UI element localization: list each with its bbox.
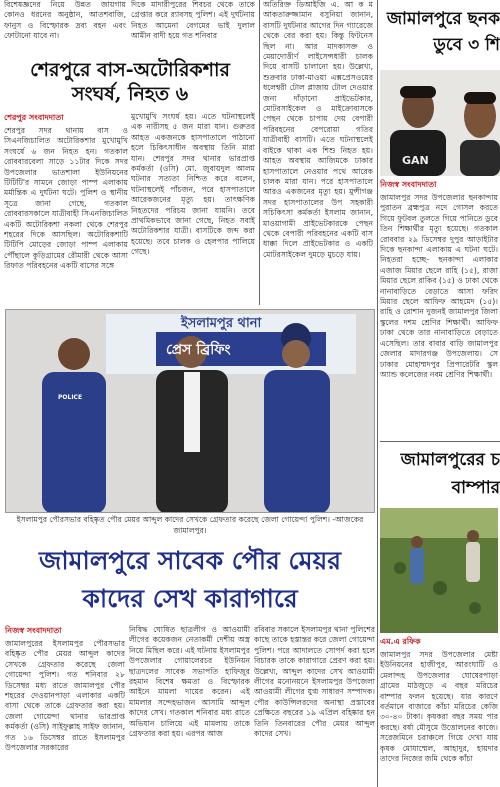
shirt-label: GAN [402,154,429,167]
right-story-body [380,179,498,441]
mayor-text-col3: রবিবার সকালে ইসলামপুর থানা পুলিশের কাছে তাকে হস্তান্তর করে জেলা গোয়েন্দা পুলিশ। পরে আদালতে সোপর্দ করা হলে বিচারক তাকে কারাগারে প্রেরণ করা হয়। উল্লেখ্য, আব্দুল কাদের সেখ আওয়ামী লীগের মনোনয়নে ইসলামপুর উপজেলা আওয়ামী লীগের যুগ্ম সাধারণ সম্পাদক। পৌর কাউন্সিলরদের অনাস্থা প্রস্তাবের প্রেক্ষিতে বছরের ১৯ এপ্রিল বহিষ্কার হন তিনি তিনবারের পৌর মেয়র আব্দুল কাদের সেখ। [254,625,375,739]
mayor-headline: জামালপুরে সাবেক পৌর মেয়র কাদের সেখ কারাগারে [39,546,341,613]
right-bottom-byline: এম.এ রফিক [380,637,421,646]
photo-caption: ইসলামপুর পৌরসভার বহিষ্কৃত পৌর মেয়র আব্দুল কাদের সেখকে গ্রেফতার করেছে জেলা গোয়েন্দা পুলিশ। -আজকের জামালপুর। [16,515,364,535]
bus-story-text-col1: শেরপুর সদর থানায় বাস ও সিএনজিচালিত অটোরিকশার মুখোমুখি সংঘর্ষে ৬ জন নিহত হন। গতকাল রোববারবেলা সাড়ে ১১টার দিকে সদর উপজেলার ভাতশালা ইউনিয়নের টিটিটি'র সামনে জোড়া পাম্প এলাকায় মর্মান্তিক এ দুর্ঘটনা ঘটে। পুলিশ ও স্থানীয় সূত্রে জানা গেছে, গতকাল রোববারসকালে যাত্রীবাহী সিএনজিচালিত একটি অটোরিকশা নকলা থেকে শেরপুর শহরের দিকে আসছিল। অটোরিকশাটি টিটিপি মোড়ের জোড়া পাম্প এলাকায় পৌঁছালে কুড়িগ্রামের রৌমারী থেকে আসা রিফাত পরিবহনের একটি বাসের সঙ্গে [4,126,128,271]
column-rule-mid [259,0,260,305]
mayor-text-col2: নিষিদ্ধ ঘোষিত ছাত্রলীগ ও আওয়ামী লীগের কয়েকজন নেতাকর্মী দেশীয় অস্ত্র নিয়ে মিছিল করে। এই ঘটনায় ইসলামপুর উপজেলার গোয়ালেরচর ইউনিয়ন ছাত্রদলের সাবেক সভাপতি হাফিজুর রহমান বিশেষ ক্ষমতা ও বিস্ফোরক আইনে মামলা দায়ের করেন। এই মামলার সন্দেহভাজন আসামি আব্দুল কাদের সেখ। গতকাল শনিবার মধ্য রাতে অভিযান চালিয়ে এই মামলায় তাকে গ্রেফতার করা হয়। এরপর আজ [129,625,250,739]
banner-text: ইসলামপুর থানা [181,316,262,331]
column-rule-right [377,0,378,787]
mid-column-text: অতিরিক্ত ডিআইজি এ. আ ক ম আকতারুজ্জামান বসুনিয়া জানান, বাসটি দুর্ঘটনার আগের দিন গ্যারেজে থেকে বের করা হয়। কিন্তু ফিটনেস ছিল না। আর মাদকাসক্ত ও মেয়াদোত্তীর্ণ লাইসেন্সধারী চালক দিয়ে বাসটি চালানো হয়। উল্লেখ্য, শুক্রবার ঢাকা-মাওয়া এক্সপ্রেসওয়ের ধলেশ্বরী টোল প্লাজায় টোল দেওয়ার জন্য দাঁড়ানো প্রাইভেটকার, মোটরসাইকেল ও মাইক্রোবাসকে পেছন থেকে চাপায় দেয় বেপারী পরিবহনের বেপরোয়া গতির যাত্রীবাহী বাসটি। এতে ঘটনাস্থলেই বাইকে থাকা এক শিশু নিহত হয়। আহত অবস্থায় আজিমকে ঢাকার হাসপাতালে নেওয়ার পথে আরেক চালক মারা যান। পরে হাসপাতালে আরও একজনের মৃত্যু হয়। মুন্সীগঞ্জ সদর হাসপাতালের উপ সহকারী সচিকিৎসা কর্মকর্তা ইসলাম জানান, মাওয়াগামী প্রাইভেটকারকে পেছন থেকে বেপারী পরিবহনের একটি বাস ধাক্কা দিলে প্রাইভেটকার ও একটি মোটরসাইকেল দুমড়ে মুচড়ে যায়। [263,0,373,259]
bus-story-text-col2: মুখোমুখি সংঘর্ষ হয়। এতে ঘটনাস্থলেই এক নারীসহ ৫ জন মারা যান। গুরুতর আহত একজনকে হাসপাতালে পাঠানো হলে চিকিৎসাধীন অবস্থায় তিনি মারা যান। শেরপুর সদর থানার ভারপ্রাপ্ত কর্মকর্তা (ওসি) মো. জুবায়দুল আলম ঘটনার সত্যতা নিশ্চিত করে বলেন, ঘটনাস্থলেই পাঁচজন, পরে হাসপাতালে আরেকজনের মৃত্যু হয়। তাৎক্ষণিক নিহতদের পরিচয় জানা যায়নি। তবে প্রাথমিকভাবে জানা গেছে, নিহত সবাই অটোরিকশার যাত্রী। বাসটিকে জব্দ করা হয়েছে। তবে চালক ও হেলপার পালিয়ে গেছে। [131,112,255,257]
chili-field-svg [380,508,498,633]
right-bottom-text: জামালপুর সদর উপজেলার মেষ্টা ইউনিয়নের হাজীপুর, আরংঘাটি ও মেলান্দহ উপজেলার ঘোষেরপাড়া গ্রামের মাঠজুড়ে এ বছর মরিচের বাম্পার ফলন হয়েছে। যার কারণে বর্তমানে বাজারে কাঁচা মরিচের কেজি ৩০-৪০ টাকা। কৃষকরা বছর সময় পার করছে। বর্ষা মৌসুমে উত্তোলনের কাজে। সরেজমিনে চরাঞ্চলে গিয়ে দেখা যায় কৃষক মোযাম্মেল, আহাদুর, হায়দার তাদের নিজের জমি থেকে কাঁচা [380,650,498,764]
right-bottom-body [380,636,498,787]
left-top-col1: বিশেষজ্ঞদের নিয়ে উন্নত জায়গায় কোনও ধরনের অনুষ্ঠান, আতশবাজি, ফানুস ও বিস্ফোরক দ্রব্য বহন এবং ফোটানো যাবে না। [4,0,126,41]
mayor-col1 [5,625,125,787]
mayor-text-col1: জামালপুরের ইসলামপুর পৌরসভার বহিষ্কৃত পৌর মেয়র আব্দুল কাদের সেখকে গ্রেফতার করেছে জেলা গোয়েন্দা পুলিশ। গত শনিবার ২৮ ডিসেম্বর মধ্য রাতে জামালপুর পৌর শহরের দেওয়ানপাড়া এলাকার একটি বাসা থেকে তাকে গ্রেফতার করা হয়। জেলা গোয়েন্দা থানার ভারপ্রাপ্ত কর্মকর্তা (ওসি) সাইফুল্লাহ সাইফ জানান, গত ১৬ ডিসেম্বর রাতে ইসলামপুর উপজেলার সরকারের [5,639,125,753]
right-headline-box [380,6,500,64]
mayor-byline: নিজস্ব সংবাদদাতা [5,626,62,635]
boys-photo [380,70,500,176]
right-bottom-headline: জামালপুরের চ বাম্পার [400,450,500,498]
bus-story-byline: শেরপুর সংবাদদাতা [4,113,64,122]
boys-photo-svg [380,70,500,176]
right-story-text: জামালপুর সদর উপজেলার ছনকান্দায় পুরাতন ব্রহ্মপুত্র নদে গোসল করতে গিয়ে ফুটবল তুলতে গিয়ে পানিতে ডুবে তিন শিক্ষার্থীর মৃত্যু হয়েছে। গতকাল রোববার ২৯ ডিসেম্বর দুপুর আড়াইটার দিকে ছনকান্দা এলাকায় এ ঘটনা ঘটে। নিহতরা হচ্ছে- ছনকান্দা এলাকার এজাজ মিয়ার ছেলে রাহি (১৫), রাজা মিয়ার ছেলে রাকিব (১৫) ও ঢাকা থেকে নানাবাড়িতে বেড়াতে আসা ফরিদ মিয়ার ছেলে আফিফ আহমেদ (১৫)। রাহি ও রোশান দুজনই জামালপুর জিলা স্কুলের দশম শ্রেণির শিক্ষার্থী। আফিফ ঢাকা থেকে তার নানাবাড়িতে বেড়াতে এসেছিল। তার বাবার বাড়ি জামালপুর জেলার মাদারগঞ্জ উপজেলায়। সে ঢাকার মোহাম্মদপুর প্রিপারেটরি স্কুল অ্যান্ড কলেজের নবম শ্রেণির শিক্ষার্থী। [380,193,498,379]
bus-story-body-col1 [4,112,128,307]
arrest-photo [5,309,375,513]
police-badge: POLICE [58,394,83,401]
banner-sub: প্রেস ব্রিফিং [166,342,231,358]
rule-right-bottom [380,441,500,442]
right-story-headline: জামালপুরে ছনক ডুবে ৩ শি [386,9,500,55]
right-story-byline: নিজস্ব সংবাদদাতা [380,180,437,189]
chili-field-photo [380,508,498,633]
bus-story-headline: শেরপুরে বাস-অটোরিকশার সংঘর্ষ, নিহত ৬ [30,59,230,105]
left-top-col2: দিকে মাদারীপুরের শিবচর থেকে তাকে গ্রেপ্তার করে র‌্যাবসহ পুলিশ। এই দুর্ঘটনায় নিহত আমেনা বেগমের ভাই দুলাল আমীন বাদী হয়ে গত শনিবার [131,0,255,41]
